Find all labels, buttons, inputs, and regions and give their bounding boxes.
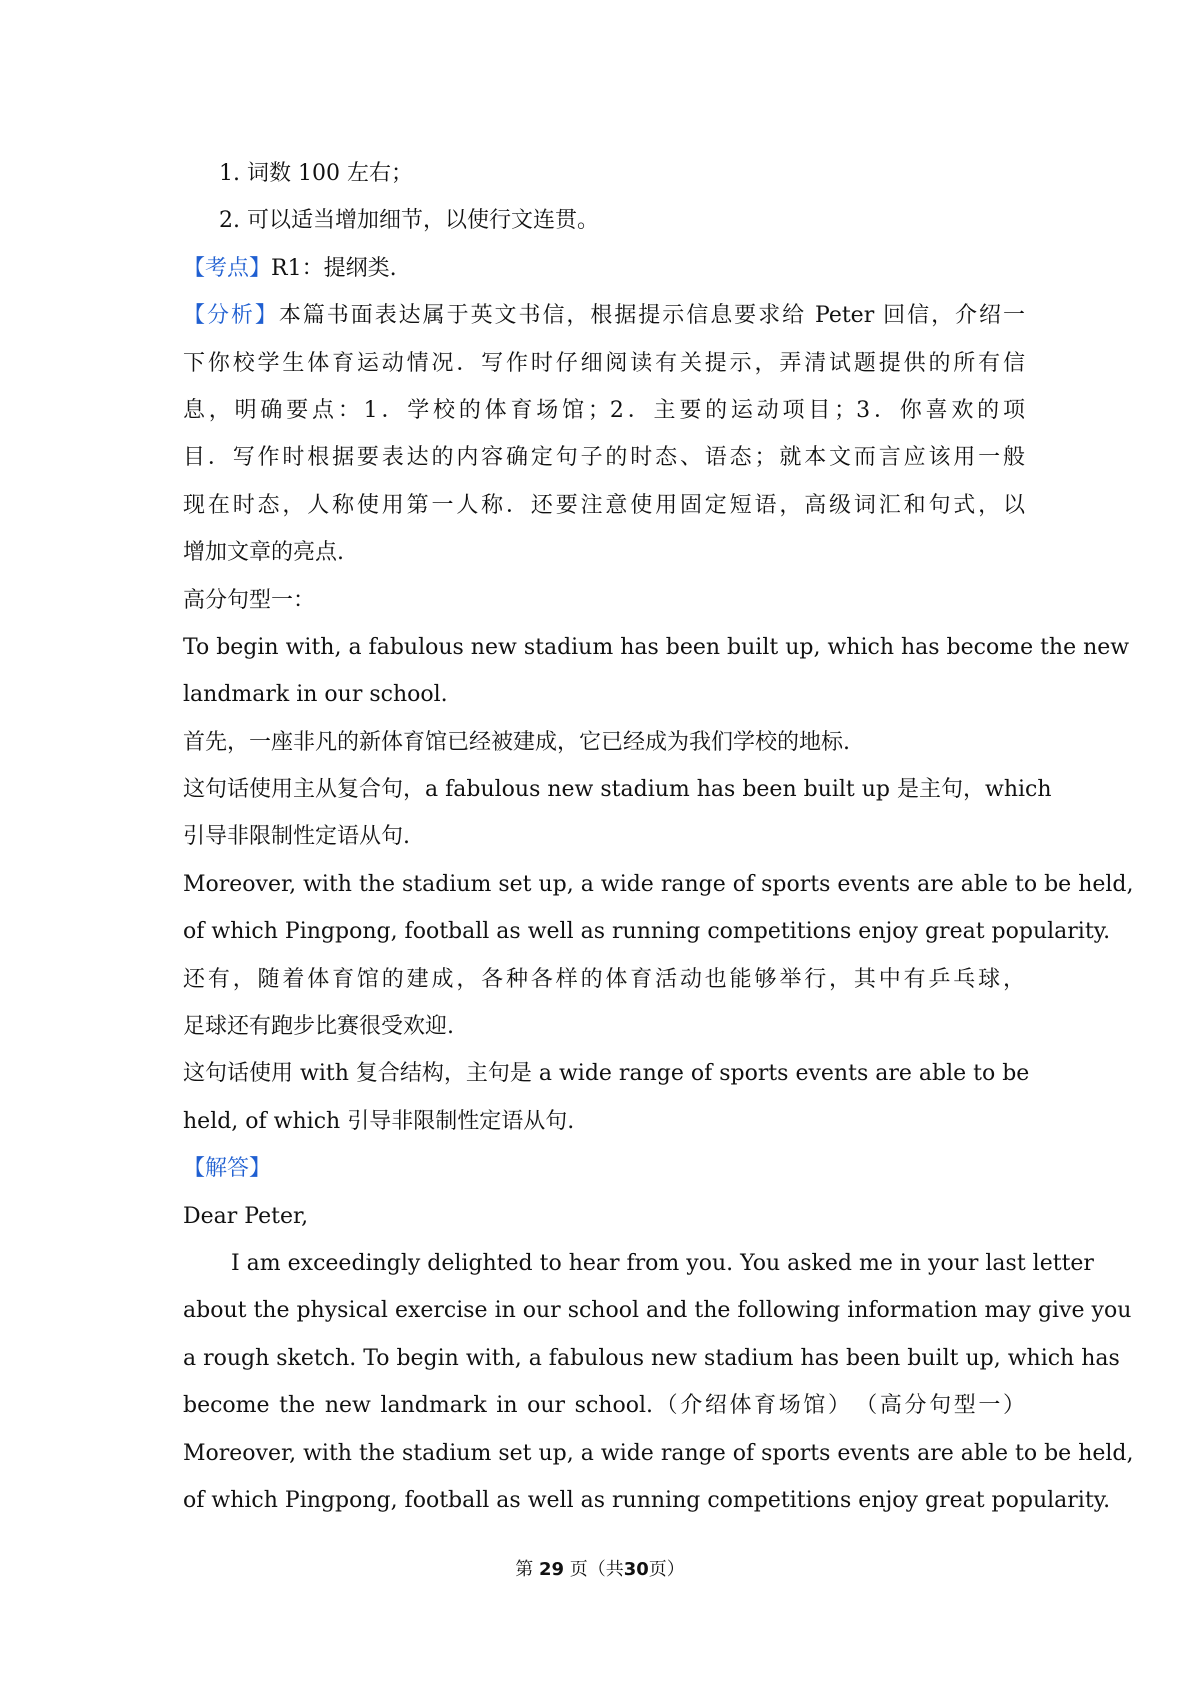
letter-greeting: Dear Peter, bbox=[183, 1203, 309, 1229]
highlight1-note-line-1: 这句话使用主从复合句，a fabulous new stadium has been built up 是主句，which bbox=[183, 777, 1052, 803]
kaodian-text: R1：提纲类. bbox=[271, 255, 397, 281]
jieda-tag: 【解答】 bbox=[183, 1156, 272, 1182]
footer-suffix: 页） bbox=[648, 1559, 685, 1580]
letter-line-3: a rough sketch. To begin with, a fabulous new stadium has been built up, which has bbox=[183, 1345, 1120, 1371]
fenxi-line-1 bbox=[183, 292, 1025, 339]
fenxi-line-5: 现在时态，人称使用第一人称．还要注意使用固定短语，高级词汇和句式，以 bbox=[183, 492, 1025, 518]
highlight2-note-line-1: 这句话使用 with 复合结构，主句是 a wide range of sports events are able to be bbox=[183, 1061, 1030, 1087]
requirement-item-1: 1. 词数 100 左右； bbox=[219, 161, 413, 186]
page-footer bbox=[0, 1555, 1200, 1581]
letter-line-1: I am exceedingly delighted to hear from you. You asked me in your last letter bbox=[231, 1250, 1094, 1276]
letter-line-2: about the physical exercise in our school and the following information may give you bbox=[183, 1298, 1132, 1324]
fenxi-line-6: 增加文章的亮点. bbox=[183, 540, 344, 566]
fenxi-line-2: 下你校学生体育运动情况．写作时仔细阅读有关提示，弄清试题提供的所有信 bbox=[183, 350, 1025, 376]
footer-total-pages: 30 bbox=[623, 1559, 649, 1580]
kaodian-tag: 【考点】 bbox=[183, 255, 272, 281]
highlight1-note-line-2: 引导非限制性定语从句. bbox=[183, 824, 410, 850]
highlight1-en-line-2: landmark in our school. bbox=[183, 682, 448, 708]
footer-middle: 页（共 bbox=[569, 1559, 624, 1580]
highlight2-zh-line-1: 还有，随着体育馆的建成，各种各样的体育活动也能够举行，其中有乒乓球， bbox=[183, 966, 1025, 992]
highlight1-heading: 高分句型一： bbox=[183, 587, 316, 613]
highlight2-zh-line-2: 足球还有跑步比赛很受欢迎. bbox=[183, 1014, 454, 1040]
requirement-item-2: 2. 可以适当增加细节，以使行文连贯。 bbox=[219, 208, 599, 234]
fenxi-text-1: 本篇书面表达属于英文书信，根据提示信息要求给 Peter 回信，介绍一 bbox=[278, 303, 1025, 329]
fenxi-tag: 【分析】 bbox=[183, 303, 279, 329]
highlight1-en-line-1: To begin with, a fabulous new stadium has been built up, which has become the new bbox=[183, 634, 1130, 660]
highlight2-en-line-1: Moreover, with the stadium set up, a wide range of sports events are able to be held, bbox=[183, 871, 1134, 897]
letter-line-4: become the new landmark in our school.（介绍体育场馆） （高分句型一） bbox=[183, 1393, 1025, 1419]
letter-line-5: Moreover, with the stadium set up, a wide range of sports events are able to be held, bbox=[183, 1440, 1134, 1466]
highlight2-note-line-2: held, of which 引导非限制性定语从句. bbox=[183, 1108, 575, 1134]
highlight1-zh-translation: 首先，一座非凡的新体育馆已经被建成，它已经成为我们学校的地标. bbox=[183, 729, 850, 755]
fenxi-line-4: 目．写作时根据要表达的内容确定句子的时态、语态；就本文而言应该用一般 bbox=[183, 445, 1025, 471]
highlight2-en-line-2: of which Pingpong, football as well as running competitions enjoy great popularity. bbox=[183, 919, 1111, 945]
footer-page-number: 29 bbox=[538, 1559, 564, 1580]
kaodian-line bbox=[183, 245, 1025, 292]
footer-prefix: 第 bbox=[515, 1559, 534, 1580]
letter-line-6: of which Pingpong, football as well as running competitions enjoy great popularity. bbox=[183, 1487, 1111, 1513]
document-body bbox=[183, 150, 1134, 1524]
jieda-line bbox=[183, 1145, 1025, 1192]
fenxi-line-3: 息，明确要点：1．学校的体育场馆；2．主要的运动项目；3．你喜欢的项 bbox=[183, 397, 1025, 423]
